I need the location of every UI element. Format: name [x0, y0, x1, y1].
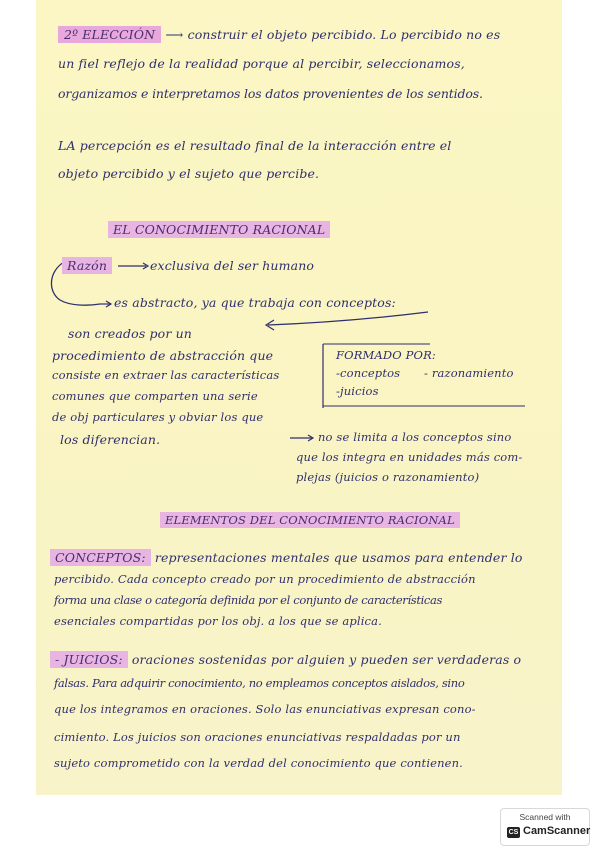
limita-line: plejas (juicios o razonamiento) [296, 470, 480, 484]
razon-text: exclusiva del ser humano [150, 258, 315, 273]
conceptos-line: percibido. Cada concepto creado por un procedimiento de abstracción [54, 572, 476, 586]
camscanner-logo-icon: CS [508, 829, 519, 836]
razon-label: Razón [62, 257, 112, 274]
camscanner-badge [500, 808, 590, 846]
eleccion-text: construir el objeto percibido. Lo percibido no es [187, 27, 501, 42]
juicios-line: sujeto comprometido con la verdad del conocimiento que contienen. [54, 756, 463, 770]
note-line-4: LA percepción es el resultado final de la interacción entre el [58, 138, 452, 153]
note-line-2: un fiel reflejo de la realidad porque al percibir, seleccionamos, [58, 56, 465, 71]
juicios-line: falsas. Para adquirir conocimiento, no empleamos conceptos aislados, sino [54, 676, 465, 690]
juicios-line: cimiento. Los juicios son oraciones enunciativas respaldadas por un [54, 730, 461, 744]
conceptos-line: esenciales compartidas por los obj. a los que se aplica. [54, 614, 382, 628]
arrow-glyph: ⟶ [165, 27, 188, 42]
left-col-line: procedimiento de abstracción que [52, 348, 274, 363]
conocimiento-heading: EL CONOCIMIENTO RACIONAL [108, 221, 330, 238]
conceptos-label: CONCEPTOS: [50, 549, 151, 566]
juicios-line-0 [50, 652, 521, 667]
camscanner-brand: CamScanner [523, 825, 591, 837]
left-col-line: son creados por un [68, 326, 192, 341]
note-line-5: objeto percibido y el sujeto que percibe. [58, 166, 320, 181]
limita-line: no se limita a los conceptos sino [318, 430, 512, 444]
left-col-line: los diferencian. [60, 432, 161, 447]
conceptos-line: forma una clase o categoría definida por el conjunto de características [54, 593, 443, 607]
limita-line: que los integra en unidades más com- [296, 450, 523, 464]
conceptos-back-arrow [268, 312, 428, 325]
eleccion-heading: 2º ELECCIÓN [58, 26, 161, 43]
razon-line [62, 258, 112, 273]
elementos-heading-line [160, 512, 460, 527]
note-line-3: organizamos e interpretamos los datos provenientes de los sentidos. [58, 86, 483, 101]
abstracto-text: es abstracto, ya que trabaja con conceptos: [114, 295, 396, 310]
left-col-line: consiste en extraer las características [52, 368, 280, 382]
left-col-line: de obj particulares y obviar los que [52, 410, 264, 424]
conceptos-text: representaciones mentales que usamos para entender lo [154, 550, 523, 565]
scanned-with-text: Scanned with [519, 812, 571, 822]
elementos-heading: ELEMENTOS DEL CONOCIMIENTO RACIONAL [160, 512, 460, 528]
conceptos-line-0 [50, 550, 523, 565]
formado-item: - razonamiento [424, 366, 514, 380]
formado-item: -conceptos [336, 366, 401, 380]
juicios-text: oraciones sostenidas por alguien y pueden ser verdaderas o [131, 652, 522, 667]
juicios-line: que los integramos en oraciones. Solo las enunciativas expresan cono- [54, 702, 476, 716]
juicios-label: - JUICIOS: [50, 651, 128, 668]
left-col-line: comunes que comparten una serie [52, 389, 258, 403]
formado-item: -juicios [336, 384, 379, 398]
formado-heading: FORMADO POR: [336, 348, 436, 362]
